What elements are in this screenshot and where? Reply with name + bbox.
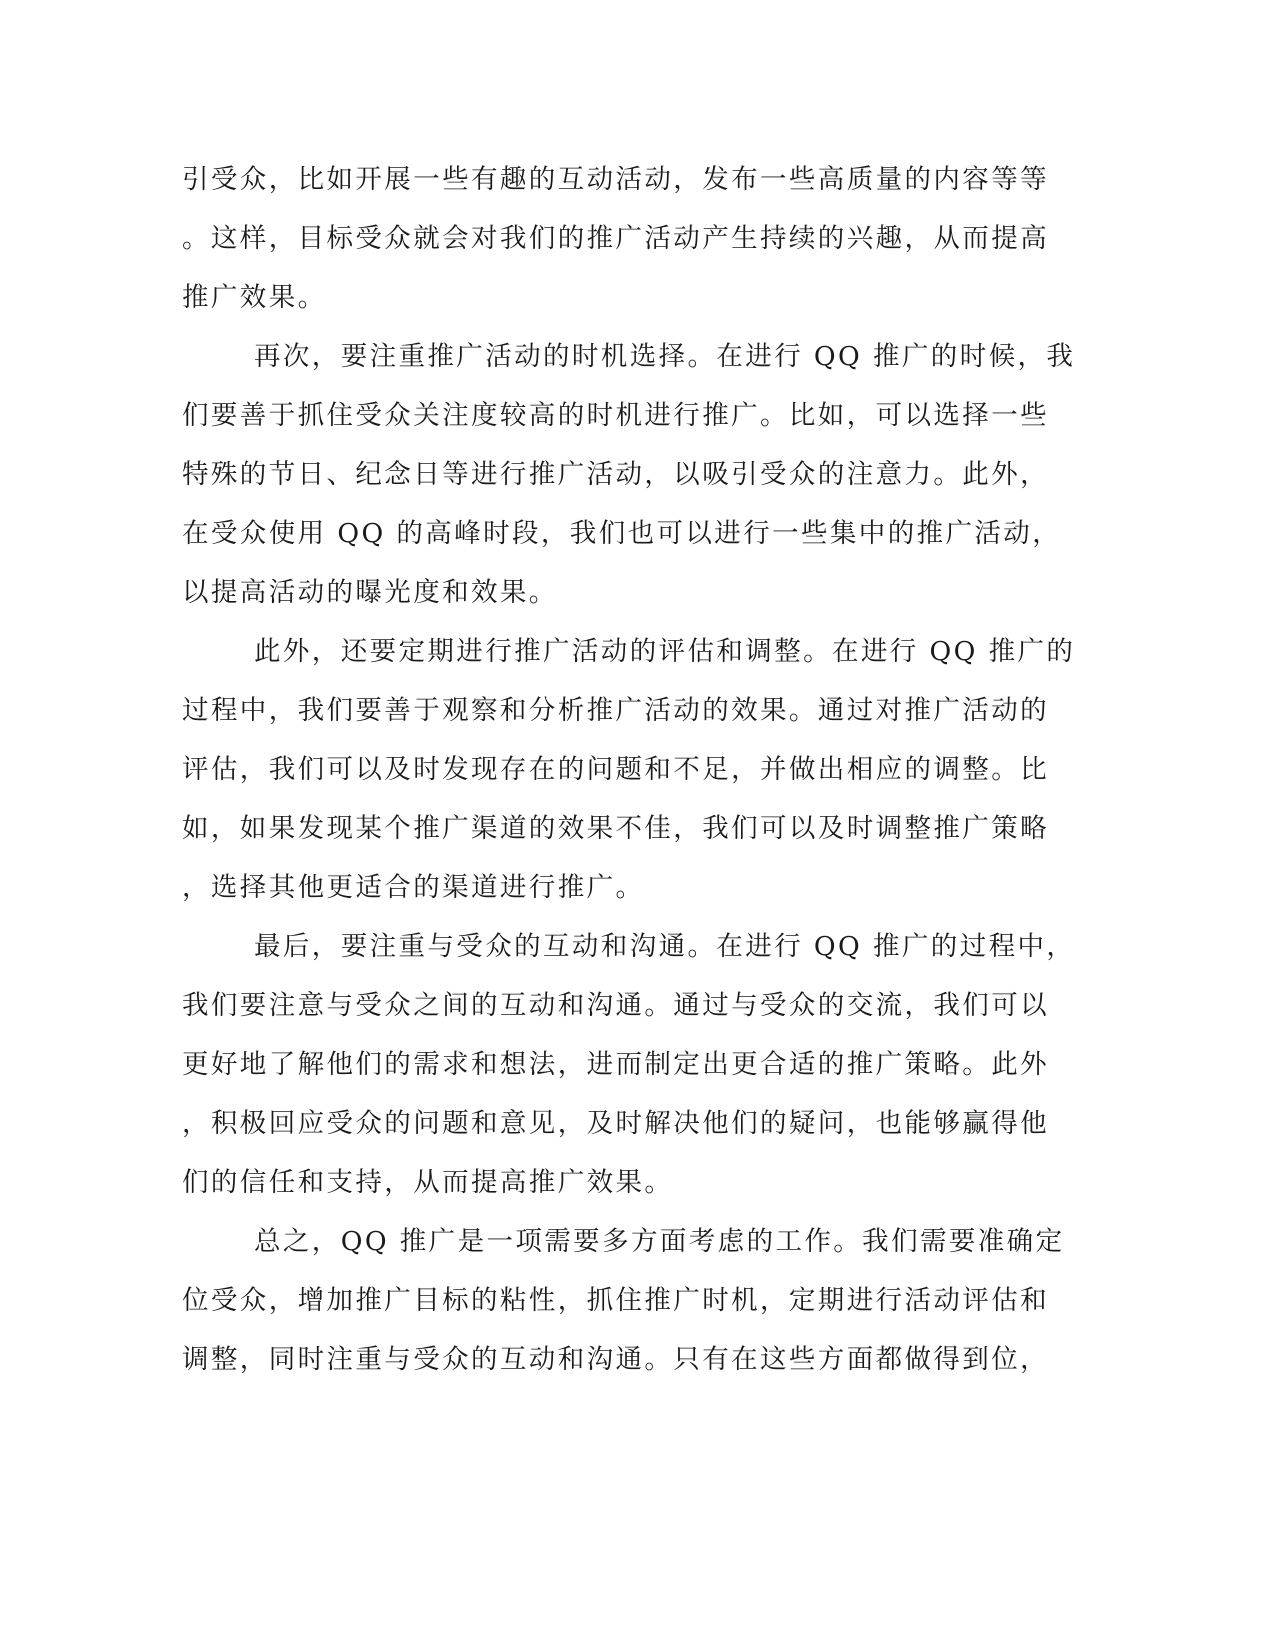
paragraph-start-line: 再次，要注重推广活动的时机选择。在进行 QQ 推广的时候，我 — [254, 341, 1076, 372]
text-line: 过程中，我们要善于观察和分析推广活动的效果。通过对推广活动的 — [182, 695, 1049, 726]
text-line: 如，如果发现某个推广渠道的效果不佳，我们可以及时调整推广策略 — [182, 813, 1049, 844]
text-line: 以提高活动的曝光度和效果。 — [182, 577, 558, 608]
text-line: 在受众使用 QQ 的高峰时段，我们也可以进行一些集中的推广活动， — [182, 518, 1062, 549]
paragraph-start-line: 最后，要注重与受众的互动和沟通。在进行 QQ 推广的过程中， — [254, 931, 1076, 962]
text-line: 我们要注意与受众之间的互动和沟通。通过与受众的交流，我们可以 — [182, 990, 1049, 1021]
text-line: 。这样，目标受众就会对我们的推广活动产生持续的兴趣，从而提高 — [182, 223, 1049, 254]
paragraph-start-line: 总之，QQ 推广是一项需要多方面考虑的工作。我们需要准确定 — [254, 1226, 1065, 1257]
text-line: ，选择其他更适合的渠道进行推广。 — [182, 872, 645, 903]
text-line: 评估，我们可以及时发现存在的问题和不足，并做出相应的调整。比 — [182, 754, 1049, 785]
text-line: 引受众，比如开展一些有趣的互动活动，发布一些高质量的内容等等 — [182, 164, 1049, 195]
paragraph-start-line: 此外，还要定期进行推广活动的评估和调整。在进行 QQ 推广的 — [254, 636, 1076, 667]
text-line: 推广效果。 — [182, 282, 327, 313]
text-line: ，积极回应受众的问题和意见，及时解决他们的疑问，也能够赢得他 — [182, 1108, 1049, 1139]
text-line: 位受众，增加推广目标的粘性，抓住推广时机，定期进行活动评估和 — [182, 1285, 1049, 1316]
text-line: 们的信任和支持，从而提高推广效果。 — [182, 1167, 674, 1198]
text-line: 们要善于抓住受众关注度较高的时机进行推广。比如，可以选择一些 — [182, 400, 1049, 431]
text-line: 调整，同时注重与受众的互动和沟通。只有在这些方面都做得到位， — [182, 1344, 1049, 1375]
text-line: 更好地了解他们的需求和想法，进而制定出更合适的推广策略。此外 — [182, 1049, 1049, 1080]
text-line: 特殊的节日、纪念日等进行推广活动，以吸引受众的注意力。此外， — [182, 459, 1049, 490]
document-body — [182, 150, 1076, 1389]
